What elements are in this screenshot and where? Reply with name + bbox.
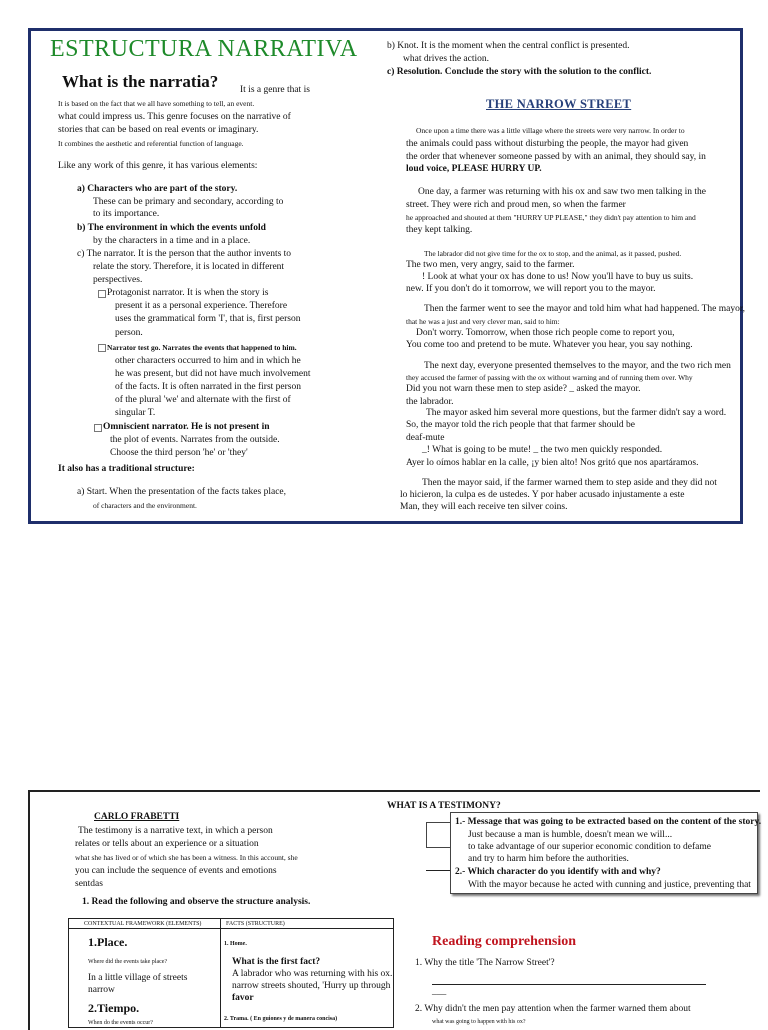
place-label: 1.Place. [88, 935, 128, 949]
element-line: Protagonist narrator. It is when the story is [107, 288, 269, 298]
time-label: 2.Tiempo. [88, 1001, 140, 1015]
element-line: singular T. [115, 408, 156, 418]
author-name: CARLO FRABETTI [94, 812, 180, 822]
story-line: So, the mayor told the rich people that that farmer should be [406, 420, 635, 430]
testimony-line: The testimony is a narrative text, in which a person [78, 826, 273, 836]
place-answer: In a little village of streets [88, 973, 188, 983]
testimony-line: relates or tells about an experience or a situation [75, 839, 259, 849]
element-line: he was present, but did not have much involvement [115, 369, 311, 379]
first-fact-answer: narrow streets shouted, 'Hurry up through [232, 981, 391, 991]
table-column-divider [220, 918, 221, 1028]
question-2: 2. Why didn't the men pay attention when the farmer warned them about [415, 1004, 691, 1014]
story-line: The two men, very angry, said to the farmer. [406, 260, 575, 270]
place-answer: narrow [88, 985, 115, 995]
story-line: the labrador. [406, 397, 454, 407]
story-line: the order that whenever someone passed by with an animal, they should say, in [406, 152, 706, 162]
popup-line: Just because a man is humble, doesn't mean we will... [468, 830, 673, 840]
story-line: he approached and shouted at them "HURRY UP PLEASE," they didn't pay attention to him and [406, 213, 696, 222]
bullet-square-icon [98, 290, 106, 298]
story-line: the animals could pass without disturbing the people, the mayor had given [406, 139, 689, 149]
element-line: a) Characters who are part of the story. [77, 184, 238, 194]
element-line: present it as a personal experience. Therefore [115, 301, 288, 311]
element-line: to its importance. [93, 209, 160, 219]
popup-line: 2.- Which character do you identify with and why? [455, 867, 661, 877]
home-label: 1. Home. [224, 941, 247, 947]
question-2-sub: what was going to happen with his ox? [432, 1019, 526, 1025]
structure-start: a) Start. When the presentation of the facts takes place, [77, 487, 287, 497]
story-line: that he was a just and very clever man, said to him: [406, 317, 560, 326]
story-line: The mayor asked him several more questions, but the farmer didn't say a word. [426, 408, 727, 418]
element-line: Omniscient narrator. He is not present in [103, 422, 270, 432]
intro-line: It is a genre that is [240, 85, 310, 95]
intro-line: what could impress us. This genre focuses on the narrative of [58, 112, 291, 122]
narrative-heading: What is the narratia? [62, 72, 219, 91]
story-line: loud voice, PLEASE HURRY UP. [406, 164, 542, 174]
popup-line: 1.- Message that was going to be extracted based on the content of the story. [455, 817, 762, 827]
story-line: The labrador did not give time for the ox to stop, and the animal, as it passed, pushed. [424, 249, 682, 258]
story-line: _! What is going to be mute! _ the two men quickly responded. [422, 445, 663, 455]
popup-line: and try to harm him before the authorities. [468, 854, 629, 864]
testimony-heading: WHAT IS A TESTIMONY? [387, 801, 501, 811]
table-header: FACTS (STRUCTURE) [226, 921, 285, 927]
table-header: CONTEXTUAL FRAMEWORK (ELEMENTS) [84, 921, 202, 927]
story-line: deaf-mute [406, 433, 445, 443]
structure-knot: what drives the action. [403, 54, 490, 64]
intro-line: stories that can be based on real events or imaginary. [58, 125, 259, 135]
story-line: Then the mayor said, if the farmer warned them to step aside and they did not [422, 478, 717, 488]
element-line: These can be primary and secondary, according to [93, 197, 284, 207]
page-title: ESTRUCTURA NARRATIVA [50, 36, 358, 62]
story-line: lo hicieron, la culpa es de ustedes. Y por haber acusado injustamente a este [400, 490, 685, 500]
instruction: 1. Read the following and observe the structure analysis. [82, 897, 311, 907]
bullet-square-icon [94, 424, 102, 432]
time-question: When do the events occur? [88, 1020, 153, 1026]
first-fact-answer: favor [232, 993, 254, 1003]
story-line: Man, they will each receive ten silver coins. [400, 502, 568, 512]
intro-line: It combines the aesthetic and referential function of language. [58, 139, 244, 148]
element-line: other characters occurred to him and in which he [115, 356, 301, 366]
answer-line [432, 984, 706, 985]
story-line: One day, a farmer was returning with his ox and saw two men talking in the [418, 187, 707, 197]
story-line: they accused the farmer of passing with the ox without warning and of running them over. Why [406, 373, 693, 382]
element-line: the plot of events. Narrates from the outside. [110, 435, 280, 445]
story-line: You come too and pretend to be mute. Whatever you hear, you say nothing. [406, 340, 693, 350]
place-question: Where did the events take place? [88, 959, 168, 965]
plot-label: 2. Trama. ( En guiones y de manera concisa) [224, 1016, 338, 1022]
element-line: perspectives. [93, 275, 143, 285]
story-line: Don't worry. Tomorrow, when those rich people come to report you, [416, 328, 675, 338]
testimony-line: you can include the sequence of events and emotions [75, 866, 277, 876]
bullet-square-icon [98, 344, 106, 352]
reading-comprehension-title: Reading comprehension [432, 934, 577, 949]
story-line: they kept talking. [406, 225, 473, 235]
element-line: relate the story. Therefore, it is located in different [93, 262, 285, 272]
element-line: c) The narrator. It is the person that the author invents to [77, 249, 292, 259]
element-line: Choose the third person 'he' or 'they' [110, 448, 248, 458]
element-line: uses the grammatical form 'I', that is, first person [115, 314, 301, 324]
structure-resolution: c) Resolution. Conclude the story with the solution to the conflict. [387, 67, 652, 77]
testimony-line: what she has lived or of which she has been a witness. In this account, she [75, 853, 298, 862]
element-line: by the characters in a time and in a place. [93, 236, 251, 246]
story-line: Then the farmer went to see the mayor and told him what had happened. The mayor, [424, 304, 746, 314]
element-line: Narrator test go. Narrates the events that happened to him. [107, 343, 297, 352]
element-line: person. [115, 328, 143, 338]
element-line: b) The environment in which the events unfold [77, 223, 266, 233]
story-line: The next day, everyone presented themselves to the mayor, and the two rich men [424, 361, 731, 371]
popup-line: to take advantage of our superior economic condition to defame [468, 842, 711, 852]
intro-line: It is based on the fact that we all have something to tell, an event. [58, 99, 255, 108]
story-title: THE NARROW STREET [486, 97, 632, 111]
elements-intro: Like any work of this genre, it has various elements: [58, 161, 258, 171]
story-line: street. They were rich and proud men, so when the farmer [406, 200, 626, 210]
story-line: new. If you don't do it tomorrow, we will report you to the mayor. [406, 284, 656, 294]
story-line: ! Look at what your ox has done to us! Now you'll have to buy us suits. [422, 272, 694, 282]
structure-knot: b) Knot. It is the moment when the central conflict is presented. [387, 41, 630, 51]
first-fact-answer: A labrador who was returning with his ox. [232, 969, 393, 979]
first-fact-question: What is the first fact? [232, 957, 321, 967]
story-line: Once upon a time there was a little village where the streets were very narrow. In order to [416, 126, 685, 135]
story-line: Ayer lo oímos hablar en la calle, ¡y bien alto! Nos gritó que nos apartáramos. [406, 458, 699, 468]
structure-start: of characters and the environment. [93, 501, 197, 510]
popup-line: With the mayor because he acted with cunning and justice, preventing that [468, 880, 751, 890]
answer-dash: ___ [432, 987, 447, 997]
question-1: 1. Why the title 'The Narrow Street'? [415, 958, 555, 968]
testimony-line: sentdas [75, 879, 103, 889]
structure-heading: It also has a traditional structure: [58, 464, 195, 474]
element-line: of the facts. It is often narrated in the first person [115, 382, 301, 392]
story-line: Did you not warn these men to step aside? _ asked the mayor. [406, 384, 641, 394]
element-line: of the plural 'we' and alternate with the first of [115, 395, 291, 405]
